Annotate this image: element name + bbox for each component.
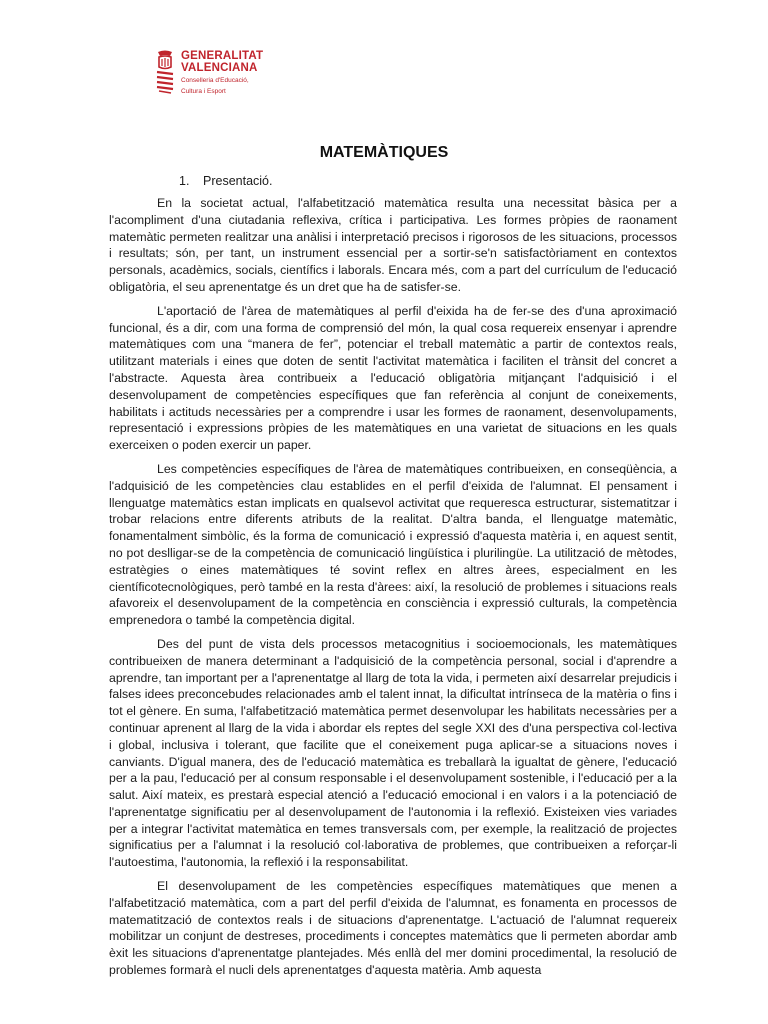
- paragraph: L'aportació de l'àrea de matemàtiques al perfil d'eixida ha de fer-se des d'una aproximació funcional, és a dir, com una forma de comprensió del món, la qual cosa requereix ensenyar i aprendre matemàtiques com una “manera de fer”, potenciar el treball matemàtic a partir de contextos reals, utilitzant materials i eines que doten de sentit l'activitat matemàtica i faciliten el trànsit del concret a l'abstracte. Aquesta àrea contribueix a l'educació obligatòria mitjançant l'adquisició i el desenvolupament de competències específiques que fan referència al conjunt de coneixements, habilitats i actituds necessàries per a comprendre i usar les formes de raonament, desenvolupaments, representació i expressions pròpies de les matemàtiques en una varietat de situacions en les quals exerceixen o poden exercir un paper.: [109, 303, 677, 453]
- logo-text: [181, 50, 263, 95]
- document-body: [109, 195, 677, 986]
- paragraph: Les competències específiques de l'àrea de matemàtiques contribueixen, en conseqüència, a l'adquisició de les competències clau establides en el perfil d'eixida de l'alumnat. El pensament i llenguatge matemàtics estan implicats en qualsevol activitat que requeresca estructurar, sistematitzar i trobar relacions entre diferents atributs de la realitat. D'altra banda, el llenguatge matemàtic, fonamentalment simbòlic, és la forma de comunicació i expressió d'aquesta matèria i, en aquest sentit, no pot deslligar-se de la competència de comunicació lingüística i plurilingüe. La utilització de mètodes, estratègies o eines matemàtiques té sovint reflex en altres àrees, especialment en les científicotecnològiques, però també en la resta d'àrees: així, la resolució de problemes i situacions reals afavoreix el desenvolupament de la competència en consciència i expressió culturals, la competència emprenedora o també la competència digital.: [109, 461, 677, 628]
- org-name-line-1: GENERALITAT: [181, 50, 264, 62]
- section-heading: [179, 174, 272, 188]
- generalitat-logo: [155, 50, 263, 95]
- paragraph: Des del punt de vista dels processos metacognitius i socioemocionals, les matemàtiques contribueixen de manera determinant a l'adquisició de la competència personal, social i d'aprendre a aprendre, tan important per a l'aprenentatge al llarg de tota la vida, i permeten així desarrelar prejudicis i falses idees preconcebudes relacionades amb el talent innat, la dificultat intrínseca de la matèria o fins i tot el gènere. En suma, l'alfabetització matemàtica permet desenvolupar les habilitats necessàries per a continuar aprenent al llarg de la vida i abordar els reptes del segle XXI des d'una perspectiva col·lectiva i global, inclusiva i tolerant, que facilite que el coneixement puga aplicar-se a situacions noves i canviants. D'igual manera, des de l'educació matemàtica es treballarà la igualtat de gènere, l'educació per a la pau, l'educació per al consum responsable i el desenvolupament sostenible, i l'educació per a la salut. Així mateix, es prestarà especial atenció a l'educació emocional i en valors i a la potenciació de l'aprenentatge significatiu per al desenvolupament de l'autonomia i la reflexió. Existeixen vies variades per a integrar l'activitat matemàtica en temes transversals com, per exemple, la realització de projectes significatius per a l'alumnat i la resolució col·laborativa de problemes, que contribueixen a reforçar-li l'autoestima, l'autonomia, la reflexió i la responsabilitat.: [109, 636, 677, 870]
- department-line-1: Conselleria d'Educació,: [181, 77, 249, 84]
- org-name-line-2: VALENCIANA: [181, 62, 258, 74]
- document-title: MATEMÀTIQUES: [319, 144, 449, 161]
- section-label: Presentació.: [203, 174, 273, 188]
- paragraph: En la societat actual, l'alfabetització matemàtica resulta una necessitat bàsica per a l'acompliment d'una ciutadania reflexiva, crítica i participativa. Les formes pròpies de raonament matemàtic permeten realitzar una anàlisi i interpretació precisos i rigorosos de les situacions, processos i resultats; són, per tant, un instrument essencial per a sortir-se'n satisfactòriament en contextos personals, acadèmics, socials, científics i laborals. Encara més, com a part del currículum de l'educació obligatòria, el seu aprenentatge és un dret que ha de satisfer-se.: [109, 196, 677, 294]
- section-number: 1.: [179, 174, 190, 188]
- coat-of-arms-icon: [155, 50, 175, 94]
- paragraph: El desenvolupament de les competències específiques matemàtiques que menen a l'alfabetització matemàtica, com a part del perfil d'eixida de l'alumnat, es fonamenta en processos de matematització de contextos reals i de situacions d'aprenentatge. L'actuació de l'alumnat requereix mobilitzar un conjunt de destreses, procediments i conceptes matemàtics que li permeten abordar amb èxit les situacions d'aprenentatge plantejades. Més enllà del mer domini procedimental, la resolució de problemes formarà el nucli dels aprenentatges d'aquesta matèria. Amb aquesta: [109, 879, 677, 978]
- department-line-2: Cultura i Esport: [181, 87, 226, 95]
